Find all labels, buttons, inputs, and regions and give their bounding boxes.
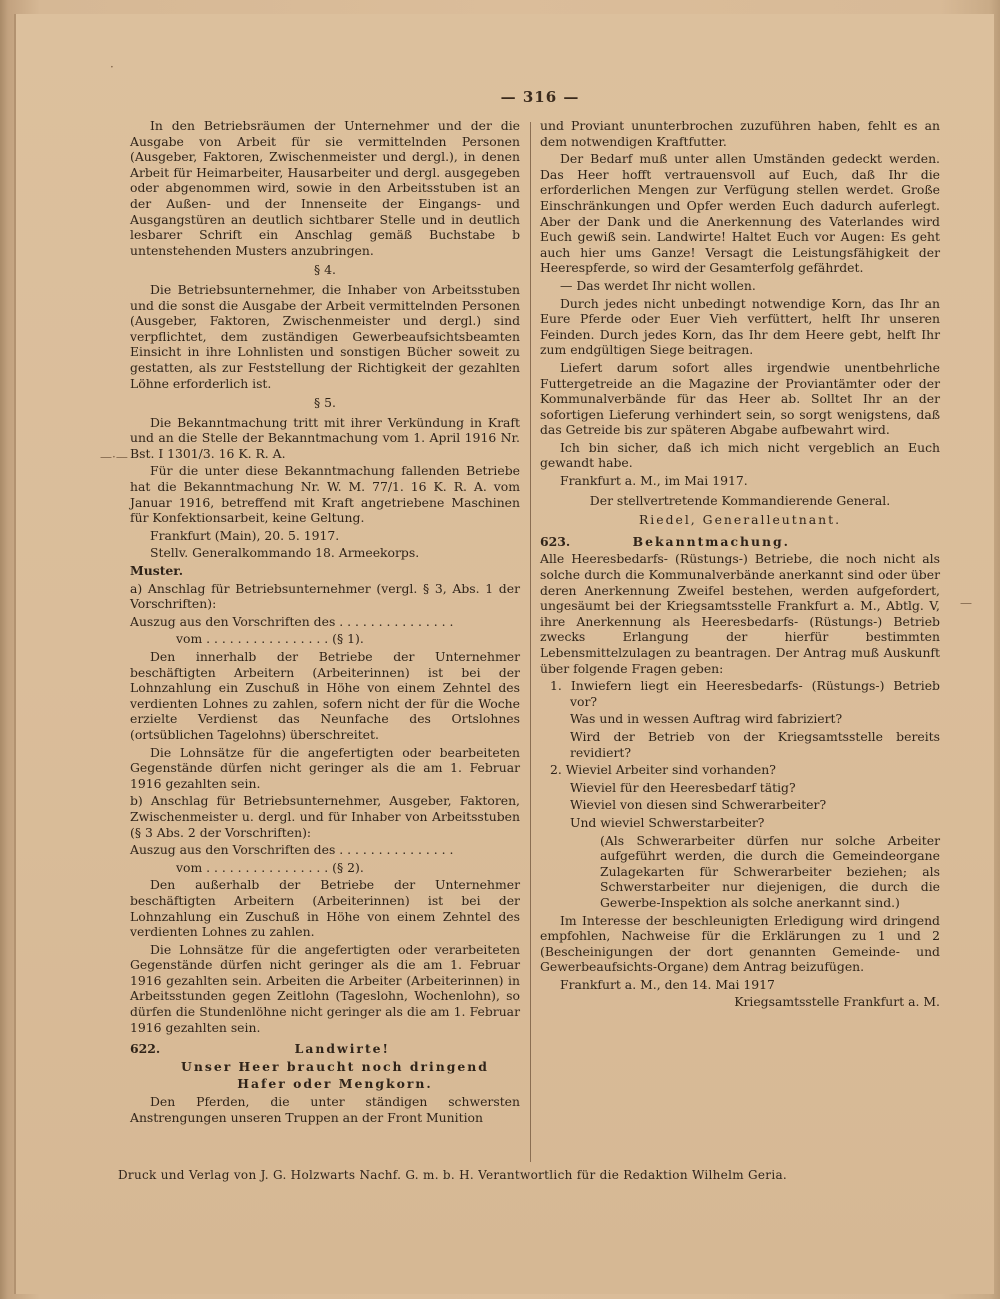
notice-header-622 — [130, 1041, 520, 1057]
paragraph: und Proviant ununterbrochen zuzuführen haben, fehlt es an dem notwendigen Kraftfutter. — [540, 118, 940, 149]
paragraph: Durch jedes nicht unbedingt notwendige Korn, das Ihr an Eure Pferde oder Euer Vieh verfüttert, helft Ihr unseren Feinden. Durch jedes Korn, das Ihr dem Heere gebt, helft Ihr zum endgültigen Siege beitragen. — [540, 295, 940, 358]
question: Wieviel für den Heeresbedarf tätig? — [570, 779, 796, 795]
question: Wird der Betrieb von der Kriegsamtsstelle bereits revidiert? — [570, 728, 940, 760]
paragraph: In den Betriebsräumen der Unternehmer und der die Ausgabe von Arbeit für sie vermittelnden Personen (Ausgeber, Faktoren, Zwischenmeister und dergl.), in denen Arbeit für Heimarbeiter, Hausarbeiter und dergl. ausgegeben oder abgenommen wird, sowie in den Arbeitsstuben ist an der Außen- und der Innenseite der Eingangs- und Ausgangstüren an deutlich sichtbarer Stelle und in deutlich lesbarer Schrift ein Anschlag gemäß Buchstabe b untenstehenden Musters anzubringen. — [130, 118, 520, 258]
paragraph: Die Lohnsätze für die angefertigten oder verarbeiteten Gegenstände dürfen nicht geringer als die am 1. Februar 1916 gezahlten sein. Arbeiten die Arbeiter (Arbeiterinnen) in Arbeitsstunden gegen Zeitlohn (Tageslohn, Wochenlohn), so dürfen die Stundenlöhne nicht geringer als die am 1. Februar 1916 gezahlten sein. — [130, 941, 520, 1035]
signature-line: Kriegsamtsstelle Frankfurt a. M. — [734, 994, 940, 1010]
margin-mark: · — [110, 60, 114, 74]
paragraph: Den außerhalb der Betriebe der Unternehmer beschäftigten Arbeitern (Arbeiterinnen) ist bei der Lohnzahlung ein Zuschuß in Höhe von einem Zehntel des verdienten Lohnes zu zahlen. — [130, 877, 520, 940]
paragraph: Auszug aus den Vorschriften des . . . . . . . . . . . . . . . — [130, 613, 454, 629]
left-column — [130, 118, 520, 1127]
paragraph: Für die unter diese Bekanntmachung fallenden Betriebe hat die Bekanntmachung Nr. W. M. 77/1. 16 K. R. A. vom Januar 1916, betreffend mit Kraft angetriebene Maschinen für Konfektionsarbeit, keine Geltung. — [130, 463, 520, 526]
right-column — [540, 118, 940, 1012]
headline: Unser Heer braucht noch dringend — [181, 1058, 489, 1074]
paragraph: Die Lohnsätze für die angefertigten oder bearbeiteten Gegenstände dürfen nicht geringer als die am 1. Februar 1916 gezahlten sein. — [130, 744, 520, 791]
paragraph: Liefert darum sofort alles irgendwie unentbehrliche Futtergetreide an die Magazine der Proviantämter oder der Kommunalverbände für das Heer ab. Solltet Ihr an der sofortigen Lieferung verhindert sein, so sorgt wenigstens, daß das Getreide bis zur späteren Abgabe aufbewahrt wird. — [540, 359, 940, 438]
section-heading: § 4. — [314, 262, 336, 278]
paragraph: Alle Heeresbedarfs- (Rüstungs-) Betriebe, die noch nicht als solche durch die Kommunalverbände anerkannt sind oder über deren Anerkennung Zweifel bestehen, werden aufgefordert, ungesäumt bei der Kriegsamtsstelle Frankfurt a. M., Abtlg. V, ihre Anerkennung als Heeresbedarfs- (Rüstungs-) Betrieb zwecks Erlangung der hierfür bestimmten Lebensmittelzulagen zu beantragen. Der Antrag muß Auskunft über folgende Fragen geben: — [540, 551, 940, 676]
question: Was und in wessen Auftrag wird fabriziert? — [570, 711, 843, 727]
paragraph: vom . . . . . . . . . . . . . . . . (§ 1). — [176, 631, 364, 647]
paragraph: Die Betriebsunternehmer, die Inhaber von Arbeitsstuben und die sonst die Ausgabe der Arbeit vermittelnden Personen (Ausgeber, Faktoren, Zwischenmeister und dergl.) sind verpflichtet, dem zuständigen Gewerbeaufsichtsbeamten Einsicht in ihre Lohnlisten und sonstigen Bücher soweit zu gestatten, als zur Feststellung der Richtigkeit der gezahlten Löhne erforderlich ist. — [130, 281, 520, 391]
date-line: Frankfurt (Main), 20. 5. 1917. — [150, 527, 340, 543]
paragraph: b) Anschlag für Betriebsunternehmer, Ausgeber, Faktoren, Zwischenmeister u. dergl. und für Inhaber von Arbeitsstuben (§ 3 Abs. 2 der Vorschriften): — [130, 793, 520, 840]
notice-title: Landwirte! — [294, 1041, 390, 1057]
paragraph: Auszug aus den Vorschriften des . . . . . . . . . . . . . . . — [130, 842, 454, 858]
date-line: Frankfurt a. M., im Mai 1917. — [560, 473, 748, 489]
paragraph: a) Anschlag für Betriebsunternehmer (vergl. § 3, Abs. 1 der Vorschriften): — [130, 580, 520, 612]
paragraph: vom . . . . . . . . . . . . . . . . (§ 2). — [176, 859, 364, 875]
notice-number: 622. — [130, 1041, 161, 1057]
signature-line: Stellv. Generalkommando 18. Armeekorps. — [150, 545, 420, 561]
muster-heading: Muster. — [130, 563, 184, 579]
signature-title: Der stellvertretende Kommandierende General. — [589, 492, 891, 508]
paragraph: Die Bekanntmachung tritt mit ihrer Verkündung in Kraft und an die Stelle der Bekanntmachung vom 1. April 1916 Nr. Bst. I 1301/3. 16 K. R. A. — [130, 414, 520, 461]
paragraph: Den innerhalb der Betriebe der Unternehmer beschäftigten Arbeitern (Arbeiterinnen) ist bei der Lohnzahlung ein Zuschuß in Höhe von einem Zehntel des verdienten Lohnes zu zahlen, sofern nicht der für die Woche erzielte Verdienst das Neunfache des Ortslohnes (ortsüblichen Tagelohns) überschreitet. — [130, 649, 520, 742]
notice-title: Bekanntmachung. — [632, 533, 790, 549]
date-line: Frankfurt a. M., den 14. Mai 1917 — [560, 976, 775, 992]
question: Wieviel von diesen sind Schwerarbeiter? — [570, 797, 827, 813]
paragraph: Ich bin sicher, daß ich mich nicht vergeblich an Euch gewandt habe. — [540, 439, 940, 471]
signature-name: Riedel, Generalleutnant. — [638, 512, 842, 528]
page-number: — 316 — — [500, 88, 580, 106]
margin-mark: — — [960, 596, 972, 610]
margin-mark: —·— — [100, 450, 128, 464]
question: 2. Wieviel Arbeiter sind vorhanden? — [550, 762, 776, 778]
paragraph: Im Interesse der beschleunigten Erledigung wird dringend empfohlen, Nachweise für die Erklärungen zu 1 und 2 (Bescheinigungen der dort genannten Gemeinde- und Gewerbeaufsichts-Organe) dem Antrag beizufügen. — [540, 912, 940, 975]
notice-header-623 — [540, 534, 940, 550]
paragraph: Den Pferden, die unter ständigen schwersten Anstrengungen unseren Truppen an der Front Munition — [130, 1094, 520, 1125]
imprint-footer: Druck und Verlag von J. G. Holzwarts Nachf. G. m. b. H. Verantwortlich für die Redaktion Wilhelm Geria. — [118, 1168, 788, 1182]
note: (Als Schwerarbeiter dürfen nur solche Arbeiter aufgeführt werden, die durch die Gemeindeorgane Zulagekarten für Schwerarbeiter beziehen; als Schwerstarbeiter nur diejenigen, die durch die Gewerbe-Inspektion als solche anerkannt sind.) — [600, 832, 940, 910]
column-divider — [530, 122, 531, 1162]
paragraph: Der Bedarf muß unter allen Umständen gedeckt werden. Das Heer hofft vertrauensvoll auf Euch, daß Ihr die erforderlichen Mengen zur Verfügung stellen werdet. Große Einschränkungen und Opfer werden Euch dadurch auferlegt. Aber der Dank und die Anerkennung des Vaterlandes wird Euch gewiß sein. Landwirte! Haltet Euch vor Augen: Es geht auch hier ums Ganze! Versagt die Leistungsfähigkeit der Heerespferde, so wird der Gesamterfolg gefährdet. — [540, 151, 940, 276]
headline: Hafer oder Mengkorn. — [237, 1076, 433, 1092]
notice-number: 623. — [540, 533, 571, 549]
paragraph: — Das werdet Ihr nicht wollen. — [560, 277, 756, 293]
section-heading: § 5. — [314, 395, 336, 411]
question: 1. Inwiefern liegt ein Heeresbedarfs- (Rüstungs-) Betrieb vor? — [550, 678, 940, 709]
question: Und wieviel Schwerstarbeiter? — [570, 814, 765, 830]
